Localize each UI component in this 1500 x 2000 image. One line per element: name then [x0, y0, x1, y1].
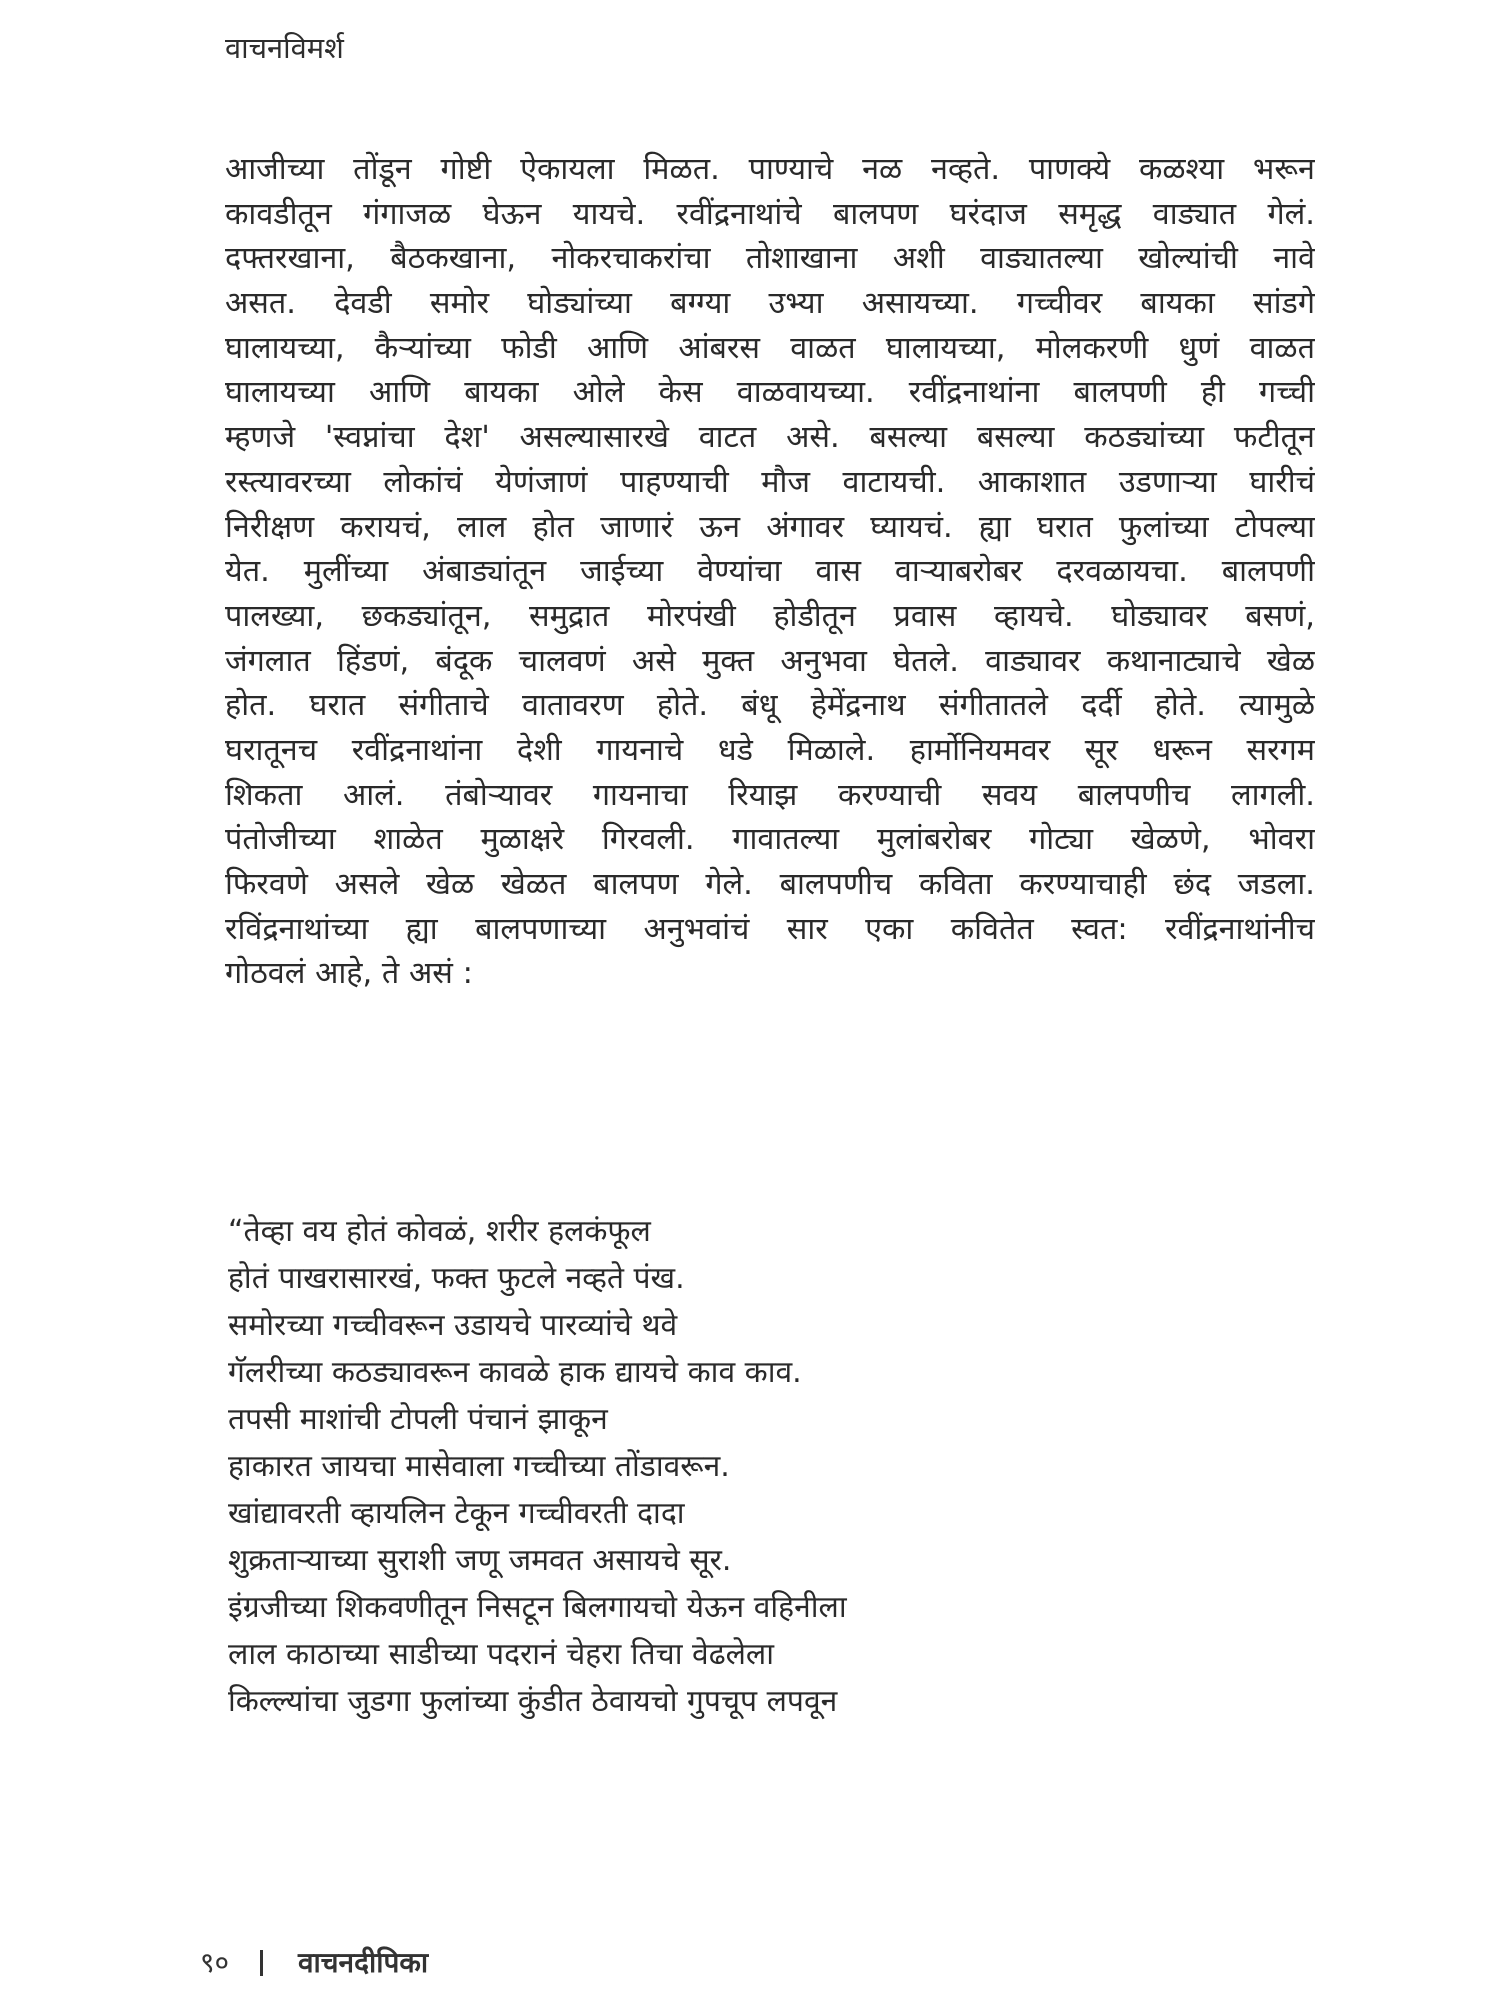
running-header: वाचनविमर्श — [225, 31, 344, 65]
prose-line: घालायच्या, कैऱ्यांच्या फोडी आणि आंबरस वाळत घालायच्या, मोलकरणी धुणं वाळत — [225, 330, 1315, 366]
poem-line: खांद्यावरती व्हायलिन टेकून गच्चीवरती दादा — [228, 1496, 685, 1531]
poem-line: हाकारत जायचा मासेवाला गच्चीच्या तोंडावरून. — [228, 1449, 730, 1484]
prose-line: निरीक्षण करायचं, लाल होत जाणारं ऊन अंगावर घ्यायचं. ह्या घरात फुलांच्या टोपल्या — [225, 509, 1315, 545]
prose-line: शिकता आलं. तंबोऱ्यावर गायनाचा रियाझ करण्याची सवय बालपणीच लागली. — [225, 777, 1315, 813]
book-title: वाचनदीपिका — [297, 1946, 429, 1979]
poem-line: शुक्रताऱ्याच्या सुराशी जणू जमवत असायचे सूर. — [228, 1543, 732, 1578]
poem-line: इंग्रजीच्या शिकवणीतून निसटून बिलगायचो येऊन वहिनीला — [228, 1590, 847, 1625]
poem-line: गॅलरीच्या कठड्यावरून कावळे हाक द्यायचे काव काव. — [228, 1355, 802, 1390]
prose-line: घरातूनच रवींद्रनाथांना देशी गायनाचे धडे मिळाले. हार्मोनियमवर सूर धरून सरगम — [225, 732, 1315, 768]
prose-line: जंगलात हिंडणं, बंदूक चालवणं असे मुक्त अनुभवा घेतले. वाड्यावर कथानाट्याचे खेळ — [225, 643, 1315, 679]
prose-line: गोठवलं आहे, ते असं : — [225, 956, 473, 992]
prose-line: रविंद्रनाथांच्या ह्या बालपणाच्या अनुभवांचं सार एका कवितेत स्वत: रवींद्रनाथांनीच — [225, 911, 1315, 947]
poem-line: “तेव्हा वय होतं कोवळं, शरीर हलकंफूल — [228, 1214, 651, 1249]
page-number: ९० — [200, 1946, 230, 1979]
footer-divider — [260, 1950, 263, 1976]
poem-line: किल्ल्यांचा जुडगा फुलांच्या कुंडीत ठेवायचो गुपचूप लपवून — [228, 1684, 838, 1719]
prose-line: पालख्या, छकड्यांतून, समुद्रात मोरपंखी होडीतून प्रवास व्हायचे. घोड्यावर बसणं, — [225, 598, 1315, 634]
poem-line: लाल काठाच्या साडीच्या पदरानं चेहरा तिचा वेढलेला — [228, 1637, 775, 1672]
prose-line: पंतोजीच्या शाळेत मुळाक्षरे गिरवली. गावातल्या मुलांबरोबर गोट्या खेळणे, भोवरा — [225, 822, 1315, 858]
prose-line: होत. घरात संगीताचे वातावरण होते. बंधू हेमेंद्रनाथ संगीतातले दर्दी होते. त्यामुळे — [225, 688, 1315, 724]
poem-block — [228, 1208, 1228, 1725]
prose-paragraph — [225, 148, 1315, 997]
prose-line: येत. मुलींच्या अंबाड्यांतून जाईच्या वेण्यांचा वास वाऱ्याबरोबर दरवळायचा. बालपणी — [225, 554, 1315, 590]
prose-line: कावडीतून गंगाजळ घेऊन यायचे. रवींद्रनाथांचे बालपण घरंदाज समृद्ध वाड्यात गेलं. — [225, 196, 1315, 232]
page-footer — [200, 1943, 428, 1981]
prose-line: फिरवणे असले खेळ खेळत बालपण गेले. बालपणीच कविता करण्याचाही छंद जडला. — [225, 867, 1315, 902]
prose-line: दफ्तरखाना, बैठकखाना, नोकरचाकरांचा तोशाखाना अशी वाड्यातल्या खोल्यांची नावे — [225, 241, 1315, 277]
poem-line: समोरच्या गच्चीवरून उडायचे पारव्यांचे थवे — [228, 1308, 678, 1343]
poem-line: तपसी माशांची टोपली पंचानं झाकून — [228, 1402, 608, 1437]
prose-line: असत. देवडी समोर घोड्यांच्या बग्ग्या उभ्या असायच्या. गच्चीवर बायका सांडगे — [225, 286, 1315, 322]
poem-line: होतं पाखरासारखं, फक्त फुटले नव्हते पंख. — [228, 1261, 685, 1296]
prose-line: रस्त्यावरच्या लोकांचं येणंजाणं पाहण्याची मौज वाटायची. आकाशात उडणाऱ्या घारीचं — [225, 464, 1315, 500]
prose-line: आजीच्या तोंडून गोष्टी ऐकायला मिळत. पाण्याचे नळ नव्हते. पाणक्ये कळश्या भरून — [225, 152, 1315, 187]
prose-line: म्हणजे 'स्वप्नांचा देश' असल्यासारखे वाटत असे. बसल्या बसल्या कठड्यांच्या फटीतून — [225, 420, 1315, 456]
prose-line: घालायच्या आणि बायका ओले केस वाळवायच्या. रवींद्रनाथांना बालपणी ही गच्ची — [225, 375, 1315, 411]
